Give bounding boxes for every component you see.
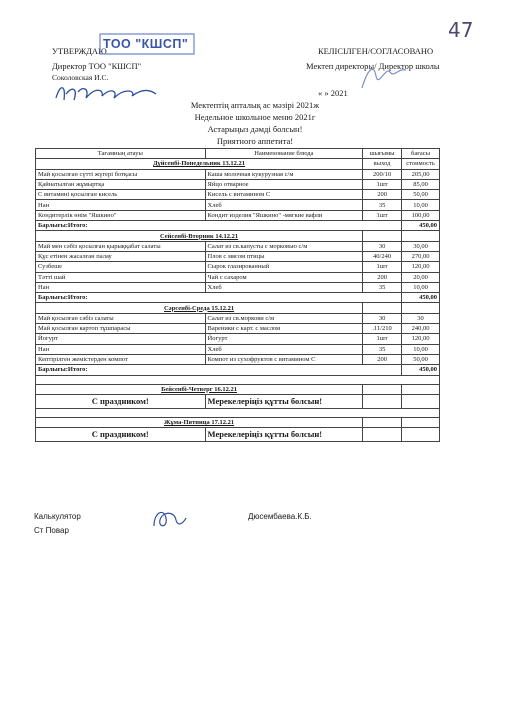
table-row [36,169,440,179]
menu-table [35,148,440,442]
dish-price: 100,00 [402,210,440,220]
empty-cell [402,303,440,313]
dish-name-ru: Компот из сухофруктов с витамином С [205,354,363,364]
day-row [36,303,440,313]
menu-title-ru: Недельное школьное меню 2021г [194,112,316,122]
dish-name-kz: Қайнатылған жұмыртқа [36,179,206,189]
holiday-greeting-ru: С праздником! [36,428,206,442]
stamp-text: ТОО "КШСП" [103,37,189,51]
table-row [36,179,440,189]
total-label: Барлығы:Итого: [36,293,402,303]
dish-price: 50,00 [402,190,440,200]
menu-table-body [36,149,440,442]
dish-name-ru: Салат из св.моркови с/м [205,313,363,323]
column-subheader-output: выход [363,159,402,169]
dish-name-ru: Хлеб [205,200,363,210]
dish-name-kz: Құс етінен жасалған палау [36,251,206,261]
column-header-output-kz: шығымы [363,149,402,159]
empty-cell [363,394,402,408]
dish-output: 1шт [363,179,402,189]
dish-name-kz: Йогурт [36,334,206,344]
wish-ru: Приятного аппетита! [216,136,294,146]
wish-kz: Астарыңыз дәмді болсын! [207,124,303,134]
dish-price: 205,00 [402,169,440,179]
dish-name-ru: Плов с мясом птицы [205,251,363,261]
dish-name-kz: Нан [36,200,206,210]
table-row [36,200,440,210]
table-row [36,354,440,364]
empty-cell [36,375,440,384]
dish-name-kz: Сузбеше [36,262,206,272]
dish-name-kz: Нан [36,282,206,292]
dish-price: 30 [402,313,440,323]
footer-role-cook: Ст Повар [34,526,69,535]
dish-output: 30 [363,241,402,251]
day-name: Жұма-Пятница 17.12.21 [36,417,363,427]
dish-name-kz: Кондитерлік өнім "Яшкино" [36,210,206,220]
day-row [36,159,440,169]
dish-name-kz: Нан [36,344,206,354]
table-row [36,262,440,272]
column-subheader-price: стоимость [402,159,440,169]
table-row [36,251,440,261]
dish-name-ru: Кондит изделия "Яшкино" -мягкие вафли [205,210,363,220]
empty-cell [363,231,402,241]
dish-name-ru: Кисель с витамином С [205,190,363,200]
dish-output: 200 [363,272,402,282]
table-row [36,334,440,344]
empty-cell [363,428,402,442]
day-name: Дүйсенбі-Понедельник 13.12.21 [36,159,363,169]
greeting-row [36,428,440,442]
table-row [36,272,440,282]
approval-date: « » 2021 [318,88,348,98]
approval-title: УТВЕРЖДАЮ [52,46,107,56]
dish-output: 1шт [363,210,402,220]
spacer-row [36,375,440,384]
day-row [36,231,440,241]
total-label: Барлығы:Итого: [36,221,402,231]
dish-output: 200 [363,354,402,364]
dish-price: 30,00 [402,241,440,251]
director-position: Директор ТОО "КШСП" [52,61,142,71]
total-row [36,365,440,375]
holiday-greeting-kz: Мерекелеріңіз құтты болсын! [205,428,363,442]
stamp-border [99,33,195,55]
dish-output: .11/210 [363,324,402,334]
dish-price: 50,00 [402,354,440,364]
director-name: Соколовская И.С. [52,73,109,82]
dish-output: 40/240 [363,251,402,261]
column-header-ru: Наименование блюда [205,149,363,159]
holiday-greeting-ru: С праздником! [36,394,206,408]
dish-name-kz: С витамині қосылған кисель [36,190,206,200]
dish-price: 10,00 [402,282,440,292]
table-row [36,313,440,323]
dish-output: 35 [363,200,402,210]
empty-cell [402,394,440,408]
spacer-row [36,408,440,417]
empty-cell [363,417,402,427]
footer-role-calculator: Калькулятор [34,512,81,521]
school-director-position: Мектеп директоры/ Директор школы [306,61,440,71]
dish-output: 200/10 [363,169,402,179]
total-label: Барлығы:Итого: [36,365,402,375]
menu-title-kz: Мектептің апталық ас мәзірі 2021ж [190,100,320,110]
total-value: 450,00 [402,365,440,375]
empty-cell [402,428,440,442]
table-row [36,324,440,334]
empty-cell [36,408,440,417]
footer-signer-name: Дюсембаева.К.Б. [248,512,312,521]
dish-name-ru: Вареники с карт. с маслом [205,324,363,334]
dish-name-kz: Тәтті шай [36,272,206,282]
dish-name-ru: Йогурт [205,334,363,344]
calculator-signature [148,506,188,530]
dish-output: 30 [363,313,402,323]
dish-name-kz: Кептірілген жемістерден компот [36,354,206,364]
dish-name-ru: Чай с сахаром [205,272,363,282]
day-name: Сейсенбі-Вторник 14.12.21 [36,231,363,241]
dish-name-ru: Хлеб [205,344,363,354]
total-value: 450,00 [402,221,440,231]
empty-cell [363,384,402,394]
agreed-title: КЕЛІСІЛГЕН/СОГЛАСОВАНО [318,46,434,56]
dish-price: 10,00 [402,200,440,210]
dish-price: 240,00 [402,324,440,334]
dish-name-kz: Май мен сәбіз қосылған қырыққабат салаты [36,241,206,251]
table-row [36,282,440,292]
table-header-row [36,149,440,159]
dish-price: 120,00 [402,334,440,344]
dish-name-ru: Сырок глазированный [205,262,363,272]
dish-price: 20,00 [402,272,440,282]
greeting-row [36,394,440,408]
table-row [36,241,440,251]
dish-price: 85,00 [402,179,440,189]
dish-price: 120,00 [402,262,440,272]
table-row [36,210,440,220]
school-director-signature [356,62,416,92]
dish-name-ru: Хлеб [205,282,363,292]
dish-output: 35 [363,282,402,292]
total-value: 450,00 [402,293,440,303]
dish-price: 10,00 [402,344,440,354]
column-header-price-kz: бағасы [402,149,440,159]
table-row [36,190,440,200]
dish-name-kz: Май қосылған картоп тұшпарасы [36,324,206,334]
dish-name-ru: Салат из св.капусты с морковью с/м [205,241,363,251]
table-row [36,344,440,354]
dish-output: 1шт [363,334,402,344]
empty-cell [402,231,440,241]
day-row [36,417,440,427]
holiday-greeting-kz: Мерекелеріңіз құтты болсын! [205,394,363,408]
dish-output: 1шт [363,262,402,272]
dish-output: 35 [363,344,402,354]
dish-name-ru: Каша молочная кукурузная с/м [205,169,363,179]
dish-name-kz: Май қосылған сүтті жүгері ботқасы [36,169,206,179]
dish-output: 200 [363,190,402,200]
total-row [36,221,440,231]
total-row [36,293,440,303]
day-name: Сәрсенбі-Среда 15.12.21 [36,303,363,313]
day-row [36,384,440,394]
column-header-kz: Тағамның атауы [36,149,206,159]
empty-cell [402,384,440,394]
dish-name-ru: Яйцо отварное [205,179,363,189]
day-name: Бейсенбі-Четверг 16.12.21 [36,384,363,394]
page-number: 47 [448,18,474,42]
empty-cell [363,303,402,313]
company-stamp [103,37,188,51]
empty-cell [402,417,440,427]
dish-price: 270,00 [402,251,440,261]
dish-name-kz: Май қосылған сәбіз салаты [36,313,206,323]
